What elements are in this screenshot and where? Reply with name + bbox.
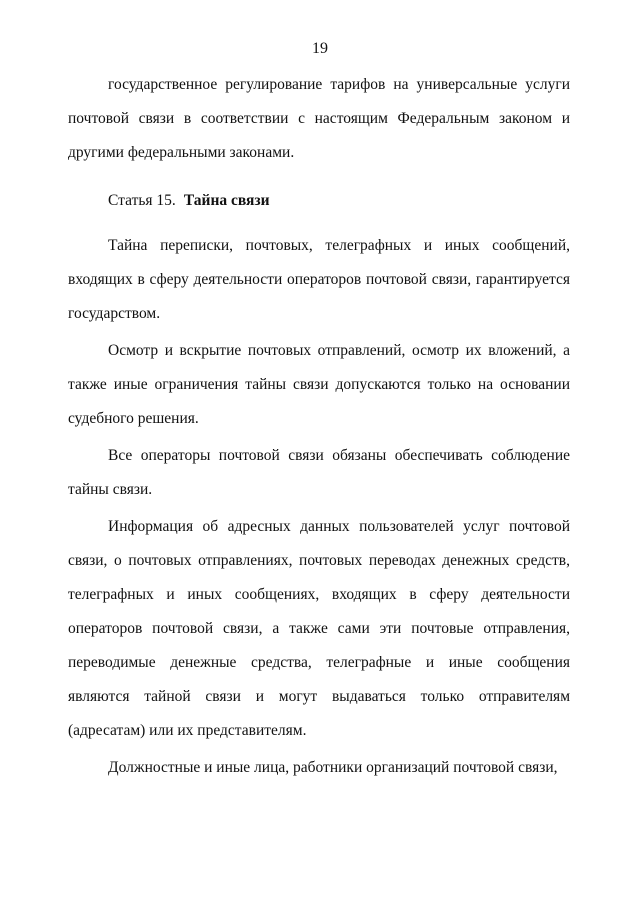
paragraph: Тайна переписки, почтовых, телеграфных и иных сообщений, входящих в сферу деятельности операторов почтовой связи, гарантируется государством.	[68, 237, 570, 322]
document-body	[68, 68, 570, 788]
page-number: 19	[312, 40, 328, 57]
paragraph-continuation: государственное регулирование тарифов на универсальные услуги почтовой связи в соответствии с настоящим Федеральным законом и другими федеральными законами.	[68, 76, 570, 161]
paragraph: Информация об адресных данных пользователей услуг почтовой связи, о почтовых отправлениях, почтовых переводах денежных средств, телеграфных и иных сообщениях, входящих в сферу деятельности операторов почтовой связи, а также сами эти почтовые отправления, переводимые денежные средства, телеграфные и иные сообщения являются тайной связи и могут выдаваться только отправителям (адресатам) или их представителям.	[68, 518, 570, 739]
article-heading	[68, 184, 570, 218]
paragraph: Осмотр и вскрытие почтовых отправлений, осмотр их вложений, а также иные ограничения тайны связи допускаются только на основании судебного решения.	[68, 342, 570, 427]
article-number: Статья 15.	[108, 192, 176, 209]
article-title: Тайна связи	[183, 192, 270, 209]
paragraph: Должностные и иные лица, работники организаций почтовой связи,	[108, 759, 558, 776]
paragraph: Все операторы почтовой связи обязаны обеспечивать соблюдение тайны связи.	[68, 447, 570, 498]
